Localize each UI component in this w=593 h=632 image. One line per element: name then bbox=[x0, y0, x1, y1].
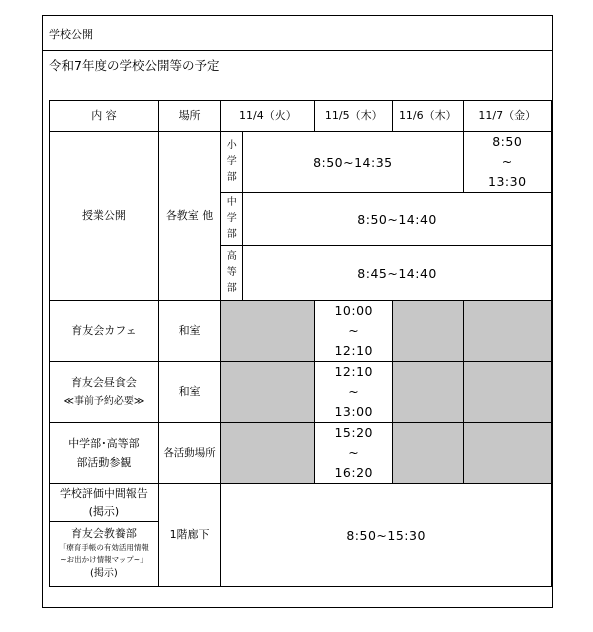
header-date-1106: 11/6（木） bbox=[393, 101, 464, 132]
kyoyo-label-line1: 「療育手帳の有効活用情報 bbox=[58, 543, 149, 552]
lunch-time-end: 13:00 bbox=[334, 404, 374, 419]
club-place: 各活動場所 bbox=[158, 423, 220, 484]
cafe-time-end: 12:10 bbox=[334, 343, 374, 358]
lunch-place: 和室 bbox=[158, 362, 220, 423]
empty-cell bbox=[221, 423, 315, 484]
kyoyo-label-main: 育友会教養部 bbox=[70, 527, 137, 540]
club-label-main: 中学部･高等部 bbox=[68, 437, 140, 450]
eval-label-main: 学校評価中間報告 bbox=[59, 486, 148, 500]
senior-label-text: 高等部 bbox=[226, 251, 237, 294]
header-content: 内 容 bbox=[50, 101, 159, 132]
header-place: 場所 bbox=[158, 101, 220, 132]
empty-cell bbox=[393, 362, 464, 423]
lunch-label-note: ≪事前予約必要≫ bbox=[63, 396, 145, 407]
table-row bbox=[50, 301, 552, 362]
club-time-tilde: ~ bbox=[348, 445, 360, 460]
table-header-row bbox=[50, 101, 552, 132]
header-date-1104: 11/4（火） bbox=[221, 101, 315, 132]
schedule-subtitle: 令和7年度の学校公開等の予定 bbox=[49, 58, 220, 73]
cafe-time-start: 10:00 bbox=[334, 303, 374, 318]
header-date-1105: 11/5（木） bbox=[315, 101, 393, 132]
kyoyo-label-line2: ~お出かけ情報マップ~」 bbox=[60, 555, 148, 564]
section-header bbox=[43, 16, 552, 51]
jugyo-label: 授業公開 bbox=[50, 132, 159, 301]
schedule-table bbox=[49, 100, 552, 587]
elementary-time-tilde: ~ bbox=[501, 154, 513, 169]
kyoyo-label bbox=[50, 522, 159, 587]
club-label-sub: 部活動参観 bbox=[76, 456, 132, 469]
lunch-time-start: 12:10 bbox=[334, 364, 374, 379]
table-row bbox=[50, 484, 552, 522]
section-title: 学校公開 bbox=[49, 28, 93, 41]
table-row bbox=[50, 423, 552, 484]
kyoyo-label-note: (掲示) bbox=[90, 568, 118, 579]
empty-cell bbox=[221, 362, 315, 423]
senior-time: 8:45~14:40 bbox=[243, 246, 552, 301]
eval-label-note: (掲示) bbox=[88, 504, 120, 518]
lunch-label bbox=[50, 362, 159, 423]
lunch-time-tilde: ~ bbox=[348, 384, 360, 399]
club-time bbox=[315, 423, 393, 484]
document-frame bbox=[42, 15, 553, 608]
empty-cell bbox=[463, 301, 551, 362]
jugyo-place: 各教室 他 bbox=[158, 132, 220, 301]
club-time-end: 16:20 bbox=[334, 465, 374, 480]
junior-label-text: 中学部 bbox=[226, 197, 237, 240]
table-row bbox=[50, 132, 552, 193]
empty-cell bbox=[221, 301, 315, 362]
hallway-time: 8:50~15:30 bbox=[221, 484, 552, 587]
elementary-time-start: 8:50 bbox=[492, 134, 523, 149]
cafe-time bbox=[315, 301, 393, 362]
cafe-time-tilde: ~ bbox=[348, 323, 360, 338]
elementary-time: 8:50~14:35 bbox=[243, 132, 463, 193]
hallway-place: 1階廊下 bbox=[158, 484, 220, 587]
table-row bbox=[50, 362, 552, 423]
empty-cell bbox=[463, 423, 551, 484]
club-label bbox=[50, 423, 159, 484]
header-date-1107: 11/7（金） bbox=[463, 101, 551, 132]
cafe-place: 和室 bbox=[158, 301, 220, 362]
cafe-label: 育友会カフェ bbox=[50, 301, 159, 362]
empty-cell bbox=[393, 301, 464, 362]
elementary-label bbox=[221, 132, 243, 193]
lunch-label-main: 育友会昼食会 bbox=[70, 376, 137, 389]
junior-label bbox=[221, 193, 243, 246]
elementary-time-1107 bbox=[463, 132, 551, 193]
empty-cell bbox=[393, 423, 464, 484]
club-time-start: 15:20 bbox=[334, 425, 374, 440]
eval-label bbox=[50, 484, 159, 522]
lunch-time bbox=[315, 362, 393, 423]
senior-label bbox=[221, 246, 243, 301]
junior-time: 8:50~14:40 bbox=[243, 193, 552, 246]
elementary-time-end: 13:30 bbox=[488, 174, 527, 189]
empty-cell bbox=[463, 362, 551, 423]
elementary-label-text: 小学部 bbox=[226, 140, 237, 183]
